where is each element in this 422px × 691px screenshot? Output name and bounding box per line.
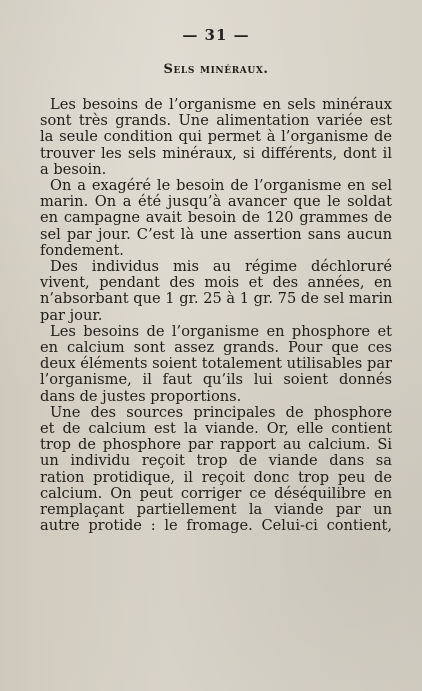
text-line: marin. On a été jusqu’à avancer que le soldat [40, 193, 392, 211]
text-line: trop de phosphore par rapport au calcium. Si [40, 436, 392, 454]
text-line: calcium. On peut corriger ce déséquilibre en [40, 484, 392, 502]
text-line: par jour. [40, 306, 103, 324]
text-line: remplaçant partiellement la viande par un [40, 501, 392, 519]
paragraph [40, 259, 392, 324]
paragraph [40, 405, 392, 535]
text-line: a besoin. [40, 160, 107, 178]
text-line: sont très grands. Une alimentation variée est [40, 112, 392, 130]
paragraph [40, 324, 392, 405]
text-line: n’absorbant que 1 gr. 25 à 1 gr. 75 de sel marin [40, 290, 393, 308]
text-line: sel par jour. C’est là une assertion sans aucun [40, 225, 392, 243]
text-line: trouver les sels minéraux, si différents, dont il [40, 144, 392, 162]
text-line: autre protide : le fromage. Celui-ci contient, [40, 517, 392, 535]
paragraph [40, 178, 392, 259]
text-line: Les besoins de l’organisme en sels minéraux [50, 96, 392, 113]
text-line: dans de justes proportions. [40, 387, 242, 405]
text-line: On a exagéré le besoin de l’organisme en sel [50, 177, 392, 195]
text-line: Une des sources principales de phosphore [50, 403, 392, 421]
section-title: Sels minéraux. [163, 62, 269, 77]
text-line: et de calcium est la viande. Or, elle contient [40, 420, 392, 438]
text-line: Les besoins de l’organisme en phosphore et [50, 322, 392, 340]
text-line: en calcium sont assez grands. Pour que ces [40, 339, 392, 357]
body-text [40, 97, 392, 534]
text-line: fondement. [40, 241, 124, 259]
book-page [40, 26, 392, 534]
text-line: l’organisme, il faut qu’ils lui soient donnés [40, 371, 392, 389]
text-line: ration protidique, il reçoit donc trop peu de [40, 468, 392, 486]
paragraph [40, 97, 392, 178]
text-line: deux éléments soient totalement utilisables par [40, 355, 392, 373]
page-number: — 31 — [182, 26, 250, 44]
text-line: vivent, pendant des mois et des années, en [40, 274, 392, 292]
text-line: la seule condition qui permet à l’organisme de [40, 128, 392, 146]
text-line: un individu reçoit trop de viande dans sa [40, 452, 392, 470]
text-line: en campagne avait besoin de 120 grammes de [40, 209, 392, 227]
text-line: Des individus mis au régime déchloruré [50, 258, 392, 276]
